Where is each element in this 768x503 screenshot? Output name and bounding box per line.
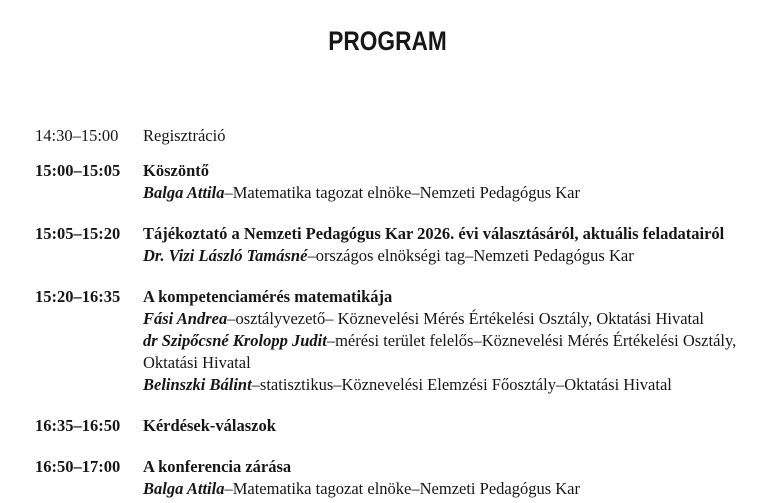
speaker-name: Fási Andrea bbox=[143, 309, 228, 329]
schedule-row bbox=[35, 223, 740, 267]
session-title: Kérdések-válaszok bbox=[143, 416, 276, 436]
speaker-line bbox=[143, 330, 740, 374]
speaker-role: –mérési terület felelős–Köznevelési Mérés Értékelési Osztály, Oktatási Hivatal bbox=[143, 331, 737, 373]
speaker-role: –országos elnökségi tag–Nemzeti Pedagógus Kar bbox=[307, 246, 634, 266]
session-content bbox=[143, 415, 740, 437]
speaker-role: –Matematika tagozat elnöke–Nemzeti Pedagógus Kar bbox=[224, 183, 580, 203]
time-range: 15:05–15:20 bbox=[35, 224, 121, 244]
time-range: 15:20–16:35 bbox=[35, 287, 121, 307]
speaker-role: –statisztikus–Köznevelési Elemzési Főosztály–Oktatási Hivatal bbox=[251, 375, 672, 395]
speaker-name: Balga Attila bbox=[143, 183, 225, 203]
time-range: 15:00–15:05 bbox=[35, 161, 121, 181]
speaker-name: dr Szipőcsné Krolopp Judit bbox=[143, 331, 327, 351]
page-title: PROGRAM bbox=[328, 26, 447, 57]
schedule-list bbox=[35, 125, 740, 500]
schedule-row bbox=[35, 125, 740, 147]
session-title: Köszöntő bbox=[143, 161, 209, 181]
schedule-row bbox=[35, 456, 740, 500]
speaker-role: –osztályvezető– Köznevelési Mérés Értékelési Osztály, Oktatási Hivatal bbox=[227, 309, 705, 329]
session-title: A konferencia zárása bbox=[143, 457, 292, 477]
time-range: 14:30–15:00 bbox=[35, 126, 119, 146]
speaker-line bbox=[143, 374, 740, 396]
speaker-line bbox=[143, 245, 740, 267]
session-content bbox=[143, 125, 740, 147]
session-title: Tájékoztató a Nemzeti Pedagógus Kar 2026. évi választásáról, aktuális feladatairól bbox=[143, 224, 725, 244]
session-content bbox=[143, 456, 740, 500]
session-title: A kompetenciamérés matematikája bbox=[143, 287, 393, 307]
speaker-name: Belinszki Bálint bbox=[143, 375, 252, 395]
session-content bbox=[143, 160, 740, 204]
schedule-row bbox=[35, 415, 740, 437]
title-container bbox=[35, 8, 740, 75]
schedule-row bbox=[35, 286, 740, 396]
session-content bbox=[143, 286, 740, 396]
schedule-row bbox=[35, 160, 740, 204]
speaker-name: Dr. Vizi László Tamásné bbox=[143, 246, 308, 266]
speaker-name: Balga Attila bbox=[143, 479, 225, 499]
speaker-line bbox=[143, 182, 740, 204]
speaker-line bbox=[143, 308, 740, 330]
speaker-role: –Matematika tagozat elnöke–Nemzeti Pedagógus Kar bbox=[224, 479, 580, 499]
time-range: 16:50–17:00 bbox=[35, 457, 121, 477]
speaker-line bbox=[143, 478, 740, 500]
session-title: Regisztráció bbox=[143, 126, 226, 146]
time-range: 16:35–16:50 bbox=[35, 416, 121, 436]
session-content bbox=[143, 223, 740, 267]
